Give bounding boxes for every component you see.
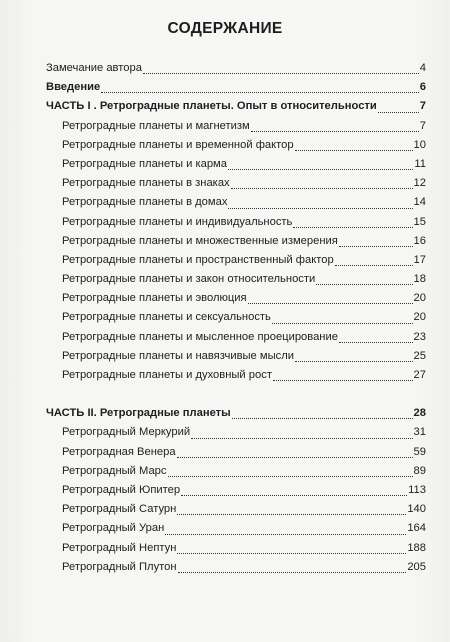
toc-dot-leader <box>228 207 412 209</box>
toc-dot-leader <box>251 130 419 132</box>
toc-entry-label: Ретроградные планеты и эволюция <box>62 292 247 305</box>
toc-subentry <box>46 350 426 369</box>
toc-page-number: 205 <box>407 560 426 573</box>
toc-entry <box>46 81 426 100</box>
toc-dot-leader <box>143 72 419 74</box>
toc-subentry <box>46 158 426 177</box>
toc-entry-label: Введение <box>46 81 101 94</box>
toc-subentry <box>46 254 426 273</box>
toc-dot-leader <box>272 322 413 324</box>
toc-page-number: 7 <box>419 100 426 113</box>
toc-dot-leader <box>293 226 412 228</box>
toc-page-number: 28 <box>413 407 426 420</box>
toc-dot-leader <box>178 571 407 573</box>
toc-page-number: 17 <box>413 253 426 266</box>
toc-dot-leader <box>339 341 413 343</box>
toc-page-number: 59 <box>413 445 426 458</box>
toc-entry-label: Ретроградные планеты и временной фактор <box>62 138 294 151</box>
toc-page-number: 23 <box>413 330 426 343</box>
toc-page-number: 20 <box>413 292 426 305</box>
toc-dot-leader <box>273 379 413 381</box>
toc-entry-label: Ретроградные планеты и духовный рост <box>62 369 272 381</box>
toc-subentry <box>46 369 426 388</box>
toc-page-number: 18 <box>413 273 426 286</box>
toc-subentry <box>46 139 426 158</box>
toc-entry-label: Ретроградные планеты в домах <box>62 196 228 209</box>
toc-subentry <box>46 177 426 196</box>
toc-dot-leader <box>295 149 413 151</box>
toc-dot-leader <box>316 283 412 285</box>
toc-entry-label: Ретроградные планеты и навязчивые мысли <box>62 349 294 362</box>
toc-subentry <box>46 542 426 561</box>
toc-page-number: 11 <box>414 157 426 170</box>
toc-dot-leader <box>228 168 413 170</box>
toc-subentry <box>46 292 426 311</box>
toc-page-number: 27 <box>413 369 426 381</box>
toc-page-number: 16 <box>413 234 426 247</box>
toc-subentry <box>46 311 426 330</box>
toc-entry-label: Ретроградные планеты и магнетизм <box>62 119 250 132</box>
toc-page-number: 31 <box>413 426 426 439</box>
toc-dot-leader <box>335 264 413 266</box>
toc-page-number: 113 <box>408 483 426 496</box>
toc-subentry <box>46 522 426 541</box>
toc-entry-label: Ретроградные планеты и индивидуальность <box>62 215 293 228</box>
toc-entry-label: Замечание автора <box>46 62 142 74</box>
toc-entry-label: Ретроградные планеты и сексуальность <box>62 311 271 324</box>
toc-subentry <box>46 561 426 580</box>
toc-page-number: 14 <box>413 196 426 209</box>
toc-entry-label: Ретроградные планеты и мысленное проецирование <box>62 330 338 343</box>
toc-subentry <box>46 216 426 235</box>
toc-page-number: 89 <box>413 464 426 477</box>
toc-entry <box>46 407 426 426</box>
toc-subentry <box>46 196 426 215</box>
toc-entry-label: Ретроградные планеты и пространственный фактор <box>62 253 334 266</box>
toc-dot-leader <box>181 494 407 496</box>
toc-entry-label: ЧАСТЬ II. Ретроградные планеты <box>46 407 231 420</box>
toc-page-number: 12 <box>413 177 426 190</box>
toc-page-number: 15 <box>413 215 426 228</box>
toc-subentry <box>46 235 426 254</box>
toc-subentry <box>46 273 426 292</box>
toc-entry-label: Ретроградные планеты и карма <box>62 157 227 170</box>
toc-subentry <box>46 331 426 350</box>
toc-dot-leader <box>339 245 413 247</box>
toc-entry-label: Ретроградный Юпитер <box>62 483 181 496</box>
toc-entry-label: Ретроградные планеты и закон относительности <box>62 273 316 286</box>
toc-page-number: 140 <box>407 503 426 516</box>
toc-page-number: 188 <box>407 541 426 554</box>
toc-dot-leader <box>177 552 406 554</box>
toc-page-number: 7 <box>419 119 426 132</box>
toc-dot-leader <box>232 417 413 419</box>
toc-entry-label: Ретроградная Венера <box>62 445 176 458</box>
toc-dot-leader <box>165 533 406 535</box>
toc-entry <box>46 100 426 119</box>
toc-dot-leader <box>168 475 413 477</box>
toc-subentry <box>46 426 426 445</box>
toc-entry-label: Ретроградный Нептун <box>62 541 177 554</box>
toc-subentry <box>46 120 426 139</box>
toc-entry <box>46 62 426 81</box>
toc-dot-leader <box>177 456 413 458</box>
toc-subentry <box>46 503 426 522</box>
toc-subentry <box>46 465 426 484</box>
toc-dot-leader <box>378 111 419 113</box>
toc-subentry <box>46 446 426 465</box>
toc-entry-label: ЧАСТЬ I . Ретроградные планеты. Опыт в относительности <box>46 100 377 113</box>
toc-entry-label: Ретроградный Марс <box>62 464 167 477</box>
toc-dot-leader <box>191 437 412 439</box>
toc-page-number: 20 <box>413 311 426 324</box>
toc-page-number: 164 <box>407 522 426 535</box>
toc-page-number: 25 <box>413 349 426 362</box>
toc-page-number: 6 <box>419 81 426 94</box>
toc-dot-leader <box>177 513 406 515</box>
toc-page-number: 4 <box>419 62 426 74</box>
toc-entry-label: Ретроградные планеты и множественные измерения <box>62 234 338 247</box>
page-title: СОДЕРЖАНИЕ <box>167 20 283 37</box>
toc-page-number: 10 <box>413 138 426 151</box>
toc-entry-label: Ретроградный Уран <box>62 522 165 535</box>
toc-subentry <box>46 484 426 503</box>
table-of-contents <box>46 62 426 580</box>
toc-spacer <box>46 388 426 407</box>
toc-dot-leader <box>248 302 413 304</box>
toc-entry-label: Ретроградные планеты в знаках <box>62 177 230 190</box>
toc-dot-leader <box>101 91 419 93</box>
toc-entry-label: Ретроградный Меркурий <box>62 426 191 439</box>
toc-entry-label: Ретроградный Плутон <box>62 560 177 573</box>
toc-entry-label: Ретроградный Сатурн <box>62 503 177 516</box>
toc-dot-leader <box>231 187 413 189</box>
toc-dot-leader <box>295 360 413 362</box>
